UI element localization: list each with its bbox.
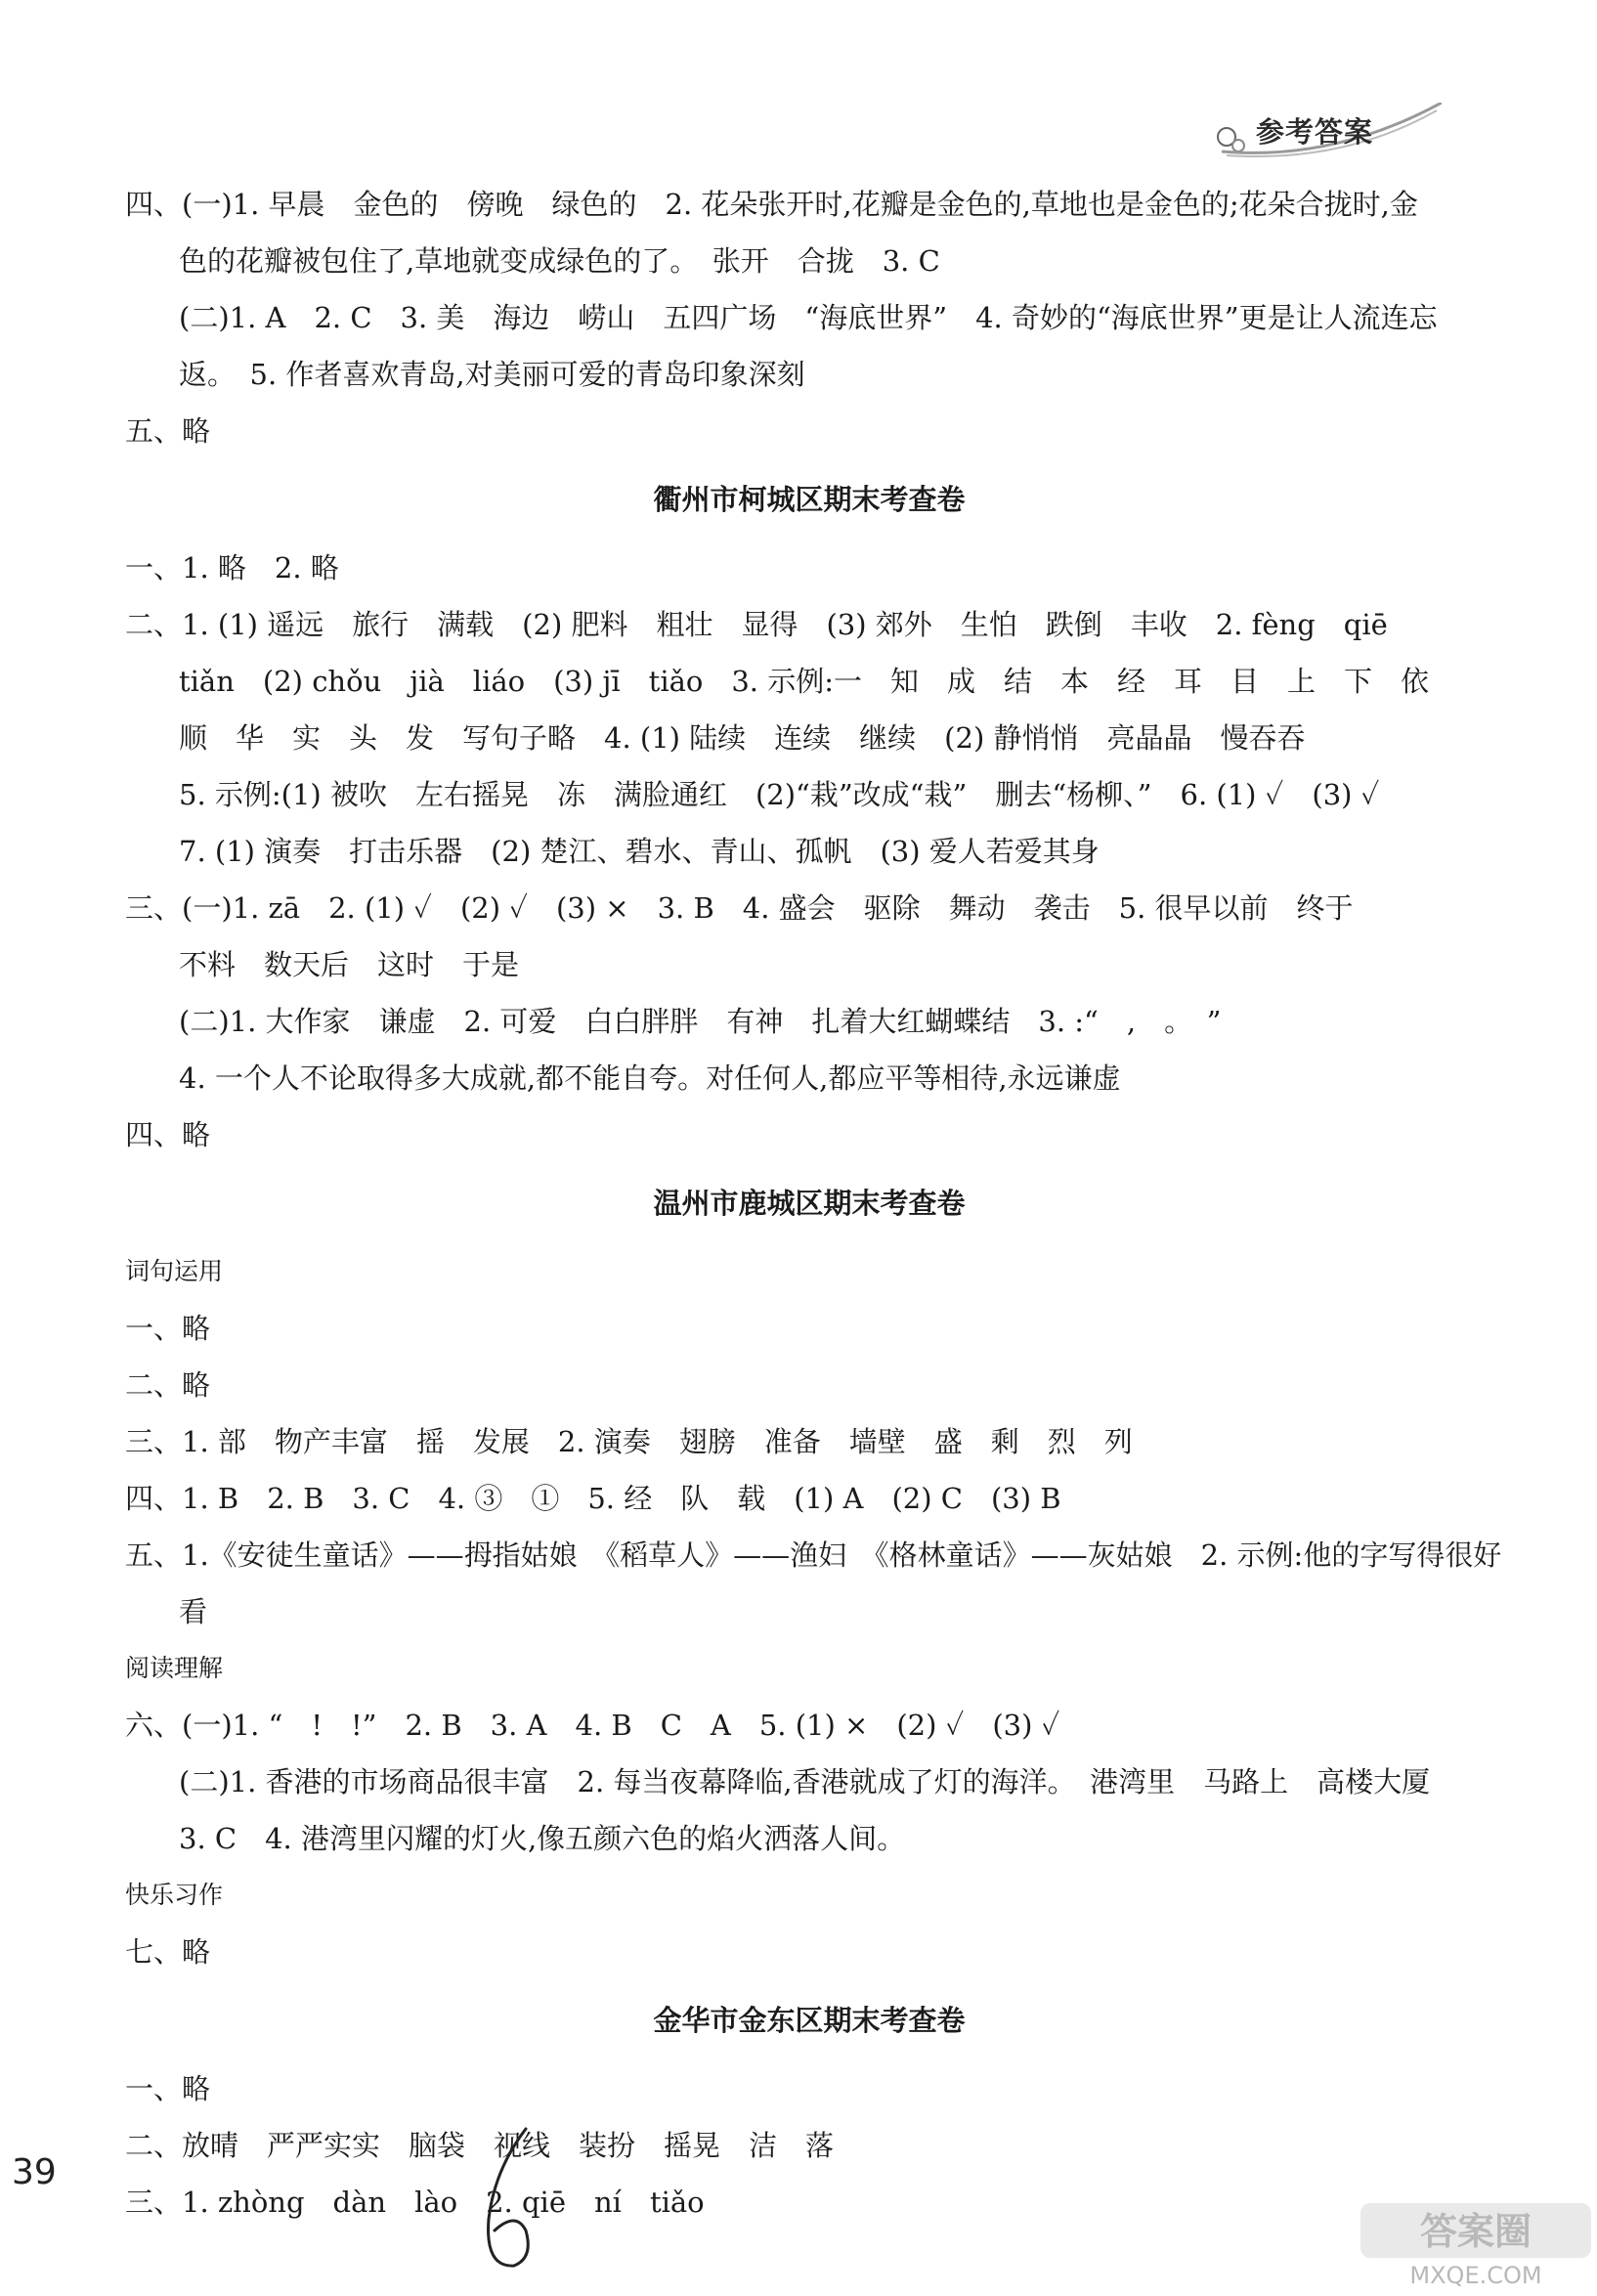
answer-line: 三、1. zhòng dàn lào 2. qiē ní tiǎo [125, 2186, 705, 2219]
answer-line: 五、略 [125, 414, 211, 448]
answer-content [125, 176, 1502, 2231]
watermark-logo [1359, 2199, 1593, 2292]
section-heading: 金华市金东区期末考查卷 [653, 2004, 966, 2037]
answer-line: 顺 华 实 头 发 写句子略 4. (1) 陆续 连续 继续 (2) 静悄悄 亮晶晶 慢吞吞 [179, 721, 1306, 755]
answer-line: 二、1. (1) 遥远 旅行 满载 (2) 肥料 粗壮 显得 (3) 郊外 生怕 跌倒 丰收 2. fèng qiē [125, 608, 1388, 641]
answer-line: 四、(一)1. 早晨 金色的 傍晚 绿色的 2. 花朵张开时,花瓣是金色的,草地也是金色的;花朵合拢时,金 [125, 188, 1418, 221]
answer-line: 一、1. 略 2. 略 [125, 551, 339, 585]
answer-line: tiǎn (2) chǒu jià liáo (3) jī tiǎo 3. 示例:一 知 成 结 本 经 耳 目 上 下 依 [179, 665, 1430, 698]
answer-line: 七、略 [125, 1935, 211, 1969]
answer-key-label: 参考答案 [1256, 115, 1374, 149]
section-heading: 温州市鹿城区期末考查卷 [653, 1187, 966, 1220]
svg-text:答案圈: 答案圈 [1419, 2210, 1532, 2253]
answer-line: 7. (1) 演奏 打击乐器 (2) 楚江、碧水、青山、孤帆 (3) 爱人若爱其身 [179, 835, 1100, 868]
page-number: 39 [12, 2152, 57, 2192]
answer-line: (二)1. 大作家 谦虚 2. 可爱 白白胖胖 有神 扎着大红蝴蝶结 3. :“ , 。 ” [179, 1005, 1222, 1038]
answer-line: (二)1. 香港的市场商品很丰富 2. 每当夜幕降临,香港就成了灯的海洋。 港湾里 马路上 高楼大厦 [179, 1765, 1431, 1798]
answer-line: 不料 数天后 这时 于是 [179, 948, 520, 981]
answer-line: 二、略 [125, 1368, 211, 1402]
answer-key-badge [1217, 103, 1442, 161]
answer-line: (二)1. A 2. C 3. 美 海边 崂山 五四广场 “海底世界” 4. 奇妙的“海底世界”更是让人流连忘 [179, 301, 1438, 334]
subsection-label: 快乐习作 [125, 1881, 224, 1909]
answer-line: 返。 5. 作者喜欢青岛,对美丽可爱的青岛印象深刻 [179, 358, 805, 391]
svg-text:MXQE.COM: MXQE.COM [1409, 2262, 1542, 2289]
answer-line: 三、1. 部 物产丰富 摇 发展 2. 演奏 翅膀 准备 墙壁 盛 剩 烈 列 [125, 1425, 1133, 1458]
answer-line: 3. C 4. 港湾里闪耀的灯火,像五颜六色的焰火洒落人间。 [179, 1822, 906, 1855]
answer-line: 三、(一)1. zā 2. (1) ✓ (2) ✓ (3) × 3. B 4. 盛会 驱除 舞动 袭击 5. 很早以前 终于 [125, 891, 1354, 925]
answer-line: 5. 示例:(1) 被吹 左右摇晃 冻 满脸通红 (2)“栽”改成“栽” 删去“杨柳、” 6. (1) ✓ (3) ✓ [179, 778, 1380, 811]
answer-line: 4. 一个人不论取得多大成就,都不能自夸。对任何人,都应平等相待,永远谦虚 [179, 1061, 1121, 1095]
handwritten-digit-mark [475, 2121, 543, 2277]
answer-line: 四、略 [125, 1118, 211, 1151]
answer-line: 五、1.《安徒生童话》——拇指姑娘 《稻草人》——渔妇 《格林童话》——灰姑娘 2. 示例:他的字写得很好 [125, 1538, 1502, 1572]
subsection-label: 词句运用 [125, 1257, 224, 1285]
answer-line: 一、略 [125, 1312, 211, 1345]
answer-line: 二、放晴 严严实实 脑袋 视线 装扮 摇晃 洁 落 [125, 2129, 835, 2162]
section-heading: 衢州市柯城区期末考查卷 [653, 483, 966, 516]
subsection-label: 阅读理解 [125, 1654, 224, 1682]
answer-line: 看 [179, 1595, 208, 1628]
answer-line: 六、(一)1. “ ! !” 2. B 3. A 4. B C A 5. (1) × (2) ✓ (3) ✓ [125, 1709, 1060, 1742]
answer-line: 一、略 [125, 2072, 211, 2105]
answer-line: 四、1. B 2. B 3. C 4. ③ ① 5. 经 队 载 (1) A (2) C (3) B [125, 1482, 1061, 1515]
answer-line: 色的花瓣被包住了,草地就变成绿色的了。 张开 合拢 3. C [179, 244, 940, 278]
